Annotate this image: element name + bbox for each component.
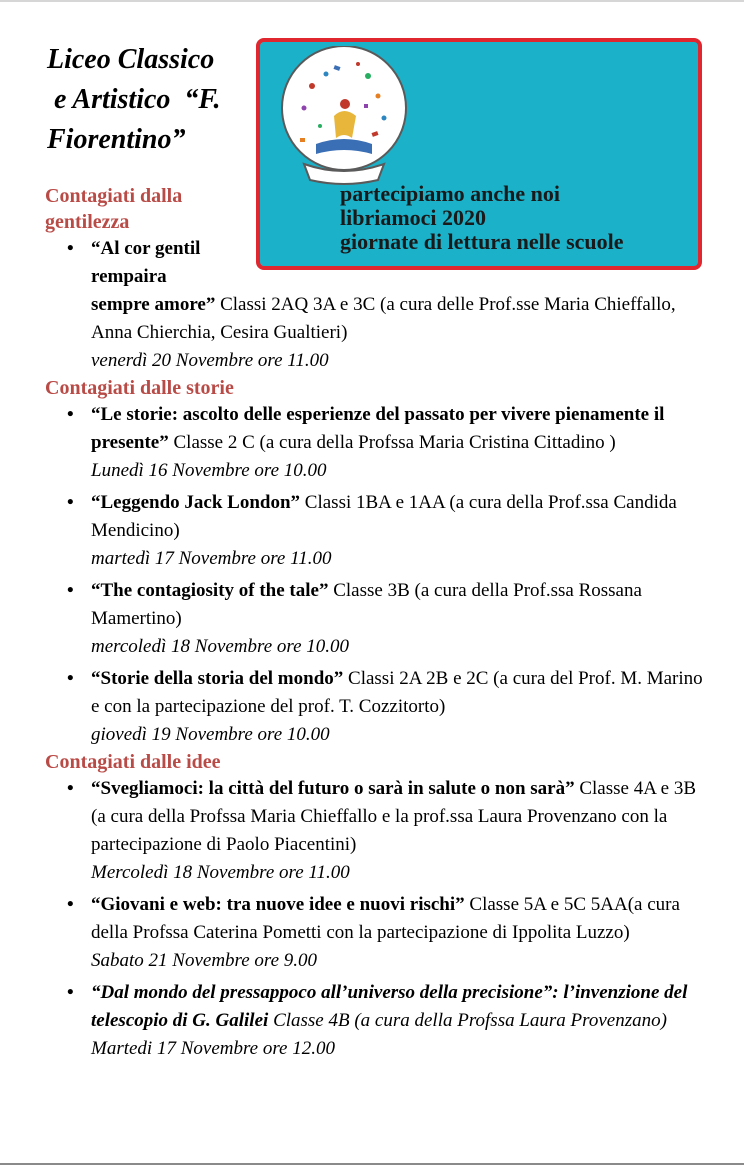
event-item xyxy=(45,235,715,375)
bullet-icon: • xyxy=(67,404,74,425)
banner-line-2: libriamoci 2020 xyxy=(340,205,487,230)
event-title: “Svegliamoci: la città del futuro o sarà in salute o non sarà” xyxy=(91,778,575,799)
banner-line-1: partecipiamo anche noi xyxy=(340,181,560,206)
event-description: Classi 2A 2B e 2C (a cura del Prof. M. Marino e con la partecipazione del prof. T. Cozzitorto) xyxy=(91,668,703,717)
event-item xyxy=(45,891,715,975)
banner-line-3: giornate di lettura nelle scuole xyxy=(340,229,624,254)
section-title: Contagiati dalle idee xyxy=(45,751,221,773)
event-description: Classe 4A e 3B (a cura della Profssa Maria Chieffallo e la prof.ssa Laura Provenzano con la partecipazione di Paolo Piacentini) xyxy=(91,778,696,855)
event-datetime: Mercoledì 18 Novembre ore 11.00 xyxy=(91,862,350,883)
event-title: “Storie della storia del mondo” xyxy=(91,668,344,689)
event-description: Classe 2 C (a cura della Profssa Maria Cristina Cittadino ) xyxy=(168,432,616,453)
event-title: “Dal mondo del pressappoco all’universo della precisione”: l’invenzione del telescopio di G. Galilei xyxy=(91,982,688,1031)
event-item xyxy=(45,775,715,887)
event-datetime: giovedì 19 Novembre ore 10.00 xyxy=(91,724,330,745)
event-description: Classe 3B (a cura della Prof.ssa Rossana Mamertino) xyxy=(91,580,642,629)
bullet-icon: • xyxy=(67,580,74,601)
event-title: “The contagiosity of the tale” xyxy=(91,580,329,601)
event-item xyxy=(45,979,715,1063)
event-datetime: venerdì 20 Novembre ore 11.00 xyxy=(91,350,329,371)
top-border xyxy=(0,0,744,2)
bullet-icon: • xyxy=(67,492,74,513)
section-title: Contagiati dalla gentilezza xyxy=(45,185,183,233)
program-list xyxy=(45,183,715,1063)
section-title: Contagiati dalle storie xyxy=(45,377,234,399)
school-name: Liceo Classico e Artistico “F. Fiorentino” xyxy=(47,44,221,155)
event-description: Classi 1BA e 1AA (a cura della Prof.ssa Candida Mendicino) xyxy=(91,492,677,541)
bullet-icon: • xyxy=(67,778,74,799)
bullet-icon: • xyxy=(67,894,74,915)
event-datetime: Martedi 17 Novembre ore 12.00 xyxy=(91,1038,335,1059)
event-datetime: mercoledì 18 Novembre ore 10.00 xyxy=(91,636,350,657)
event-title: “Al cor gentil rempaira sempre amore” xyxy=(91,238,216,315)
event-datetime: Lunedì 16 Novembre ore 10.00 xyxy=(91,460,327,481)
event-item xyxy=(45,489,715,573)
event-datetime: Sabato 21 Novembre ore 9.00 xyxy=(91,950,318,971)
event-description: Classe 4B (a cura della Profssa Laura Provenzano) xyxy=(268,1010,667,1031)
event-title: “Le storie: ascolto delle esperienze del passato per vivere pienamente il presente” xyxy=(91,404,665,453)
event-datetime: martedì 17 Novembre ore 11.00 xyxy=(91,548,332,569)
bullet-icon: • xyxy=(67,982,74,1003)
event-description: Classi 2AQ 3A e 3C (a cura delle Prof.sse Maria Chieffallo, Anna Chierchia, Cesira Gualtieri) xyxy=(91,294,676,343)
bullet-icon: • xyxy=(67,238,74,259)
event-item xyxy=(45,577,715,661)
event-description: Classe 5A e 5C 5AA(a cura della Profssa Caterina Pometti con la partecipazione di Ippolita Luzzo) xyxy=(91,894,680,943)
bottom-border xyxy=(0,1163,744,1165)
bullet-icon: • xyxy=(67,668,74,689)
event-title: “Giovani e web: tra nuove idee e nuovi rischi” xyxy=(91,894,465,915)
event-title: “Leggendo Jack London” xyxy=(91,492,301,513)
event-item xyxy=(45,665,715,749)
event-item xyxy=(45,401,715,485)
